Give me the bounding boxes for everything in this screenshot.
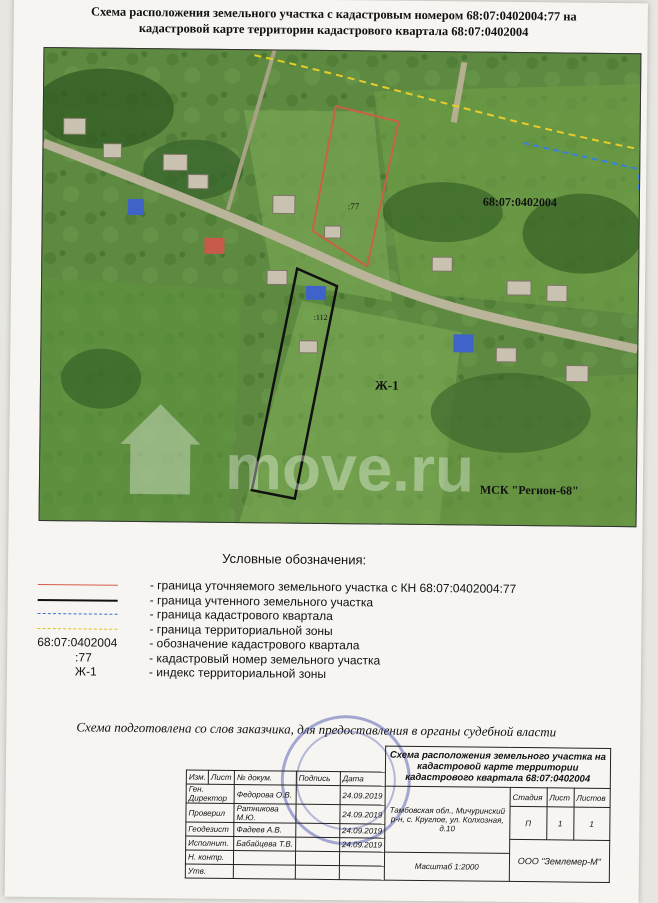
map-label-parcel112: :112: [313, 312, 328, 322]
tb-signature: [296, 785, 340, 804]
tb-role: Проверил: [186, 803, 234, 823]
titleblock-scale: Масштаб 1:2000: [384, 852, 509, 881]
tb-name: [234, 851, 296, 866]
tb-role: Геодезист: [186, 822, 234, 837]
red-line-symbol: [38, 584, 118, 586]
title-block: [185, 744, 611, 883]
tb-name: Фадеев А.В.: [234, 823, 296, 838]
map-label-zone: Ж-1: [374, 377, 399, 393]
stage-value: П: [510, 806, 547, 839]
tb-date: 24.09.2019: [340, 786, 385, 805]
tb-date: 24.09.2019: [339, 838, 384, 852]
tb-date: [339, 852, 384, 866]
yellow-dashed-line-symbol: [37, 627, 117, 629]
title-line-2: кадастровой карте территории кадастрового квартала 68:07:0402004: [138, 20, 529, 40]
tb-name: Бабайцева Т.В.: [234, 837, 296, 852]
tb-signature: [295, 851, 339, 865]
titleblock-company: ООО "Землемер-М": [509, 839, 609, 882]
legend-row-blue: - граница кадастрового квартала: [37, 606, 597, 626]
map-label-quarter: 68:07:0402004: [482, 194, 557, 210]
sheets-header: Листов: [574, 788, 610, 807]
tb-signature: [296, 823, 340, 837]
tb-signature: [295, 837, 339, 851]
tb-role: Ген. Директор: [186, 784, 234, 804]
document-sheet: [5, 0, 648, 903]
hdr-list: Лист: [208, 770, 234, 784]
tb-signature: [295, 865, 339, 879]
map-label-parcel77: :77: [347, 201, 360, 212]
tb-date: 24.09.2019: [340, 805, 385, 824]
legend-row-parcel: :77 - кадастровый номер земельного участка: [75, 649, 381, 668]
hdr-date: Дата: [340, 772, 385, 786]
legend-row-yellow: - граница территориальной зоны: [37, 620, 597, 640]
title-line-1: Схема расположения земельного участка с кадастровым номером 68:07:0402004:77 на: [90, 4, 577, 24]
sheet-value: 1: [546, 807, 573, 840]
tb-role: Н. контр.: [185, 850, 233, 865]
satellite-map: [39, 47, 642, 527]
hdr-sign: Подпись: [296, 771, 340, 785]
preparation-note: Схема подготовлена со слов заказчика, для предоставления в органы судебной власти: [76, 719, 557, 740]
tb-role: Исполнит.: [186, 836, 234, 851]
black-line-symbol: [38, 598, 118, 601]
legend: [37, 577, 598, 684]
tb-name: Ратникова М.Ю.: [234, 804, 296, 824]
tb-role: Утв.: [185, 864, 233, 879]
stage-header: Стадия: [510, 787, 547, 806]
titleblock-doc-title: Схема расположения земельного участка на кадастровой карте территории кадастрового квартала 68:07:0402004: [385, 746, 610, 788]
titleblock-address: Тамбовская обл., Мичуринский р-н, с. Круглое, ул. Колхозная, д.10: [384, 786, 510, 853]
tb-name: Федорова О.В.: [234, 785, 296, 805]
legend-row-black: - граница учтенного земельного участка: [38, 591, 598, 611]
hdr-izm: Изм.: [186, 770, 208, 784]
map-watermark: move.ru: [224, 430, 475, 506]
tb-date: [339, 866, 384, 880]
map-label-msk: МСК "Регион-68": [479, 482, 579, 498]
legend-row-zone: Ж-1 - индекс территориальной зоны: [74, 664, 327, 681]
blue-dashed-line-symbol: [38, 613, 118, 615]
legend-title: Условные обозначения:: [222, 550, 367, 568]
sheet-header: Лист: [547, 788, 574, 807]
sheets-value: 1: [573, 807, 609, 840]
tb-name: [233, 865, 295, 880]
legend-row-red: - граница уточняемого земельного участка с КН 68:07:0402004:77: [38, 577, 598, 597]
tb-signature: [296, 804, 340, 823]
hdr-doc: № докум.: [234, 771, 296, 786]
tb-date: 24.09.2019: [340, 824, 385, 838]
legend-row-quarter: 68:07:0402004 - обозначение кадастрового квартала: [37, 634, 360, 653]
document-title: [54, 3, 614, 41]
